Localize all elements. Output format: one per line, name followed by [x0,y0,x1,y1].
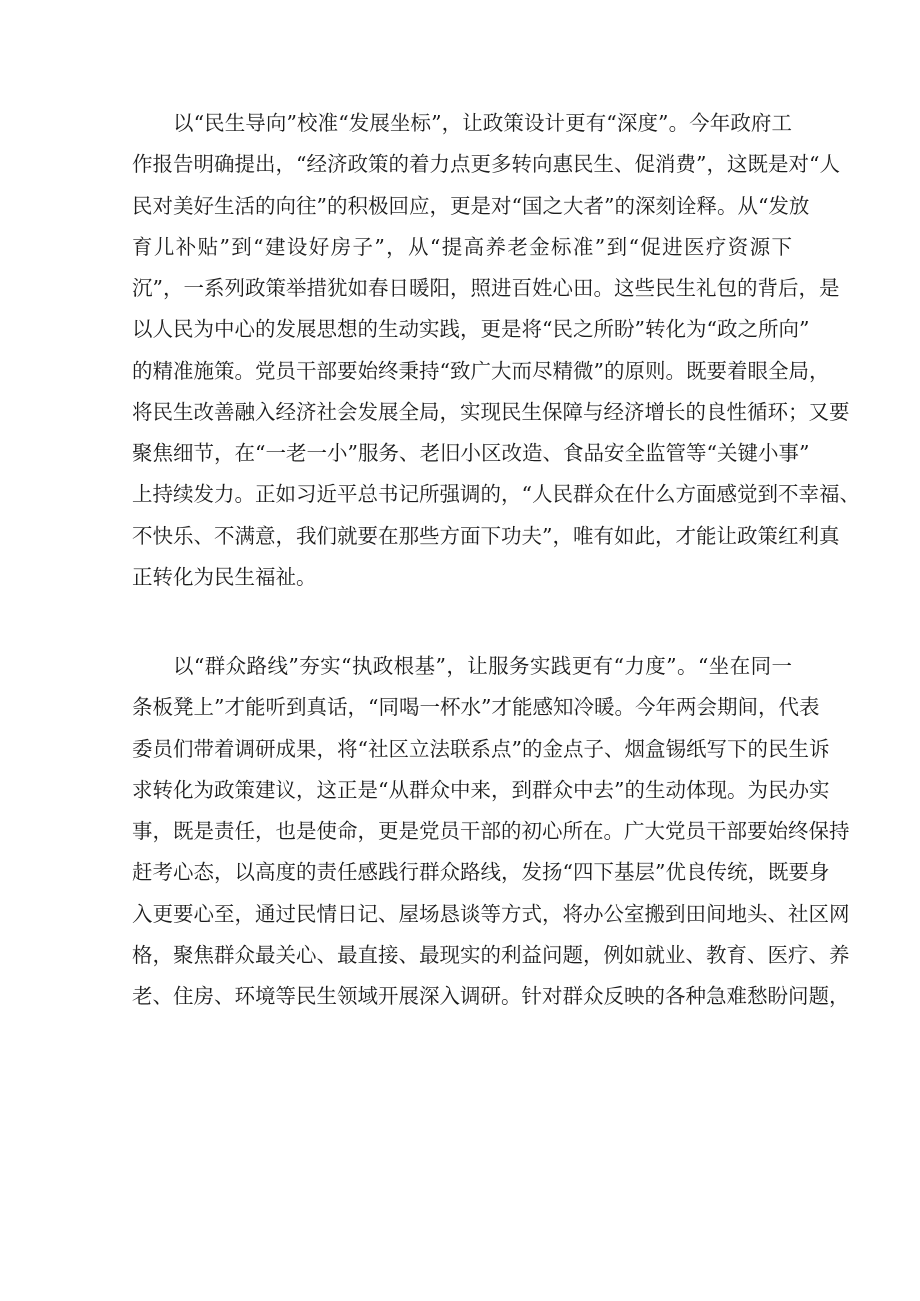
paragraph-line: 以“民生导向”校准“发展坐标”，让政策设计更有“深度”。今年政府工 [173,111,792,135]
paragraph-line: 不快乐、不满意，我们就要在那些方面下功夫”，唯有如此，才能让政策红利真 [132,523,840,548]
paragraph-line: 将民生改善融入经济社会发展全局，实现民生保障与经济增长的良性循环；又要 [132,399,850,424]
document-body [132,103,860,1017]
paragraph-line: 以人民为中心的发展思想的生动实践，更是将“民之所盼”转化为“政之所向” [132,317,810,342]
paragraph-line: 的精准施策。党员干部要始终秉持“致广大而尽精微”的原则。既要着眼全局， [132,358,830,383]
paragraph-line: 正转化为民生福祉。 [132,564,317,589]
paragraph-people-livelihood [132,103,860,598]
paragraph-line: 格，聚焦群众最关心、最直接、最现实的利益问题，例如就业、教育、医疗、养 [132,942,850,967]
paragraph-line: 入更要心至，通过民情日记、屋场恳谈等方式，将办公室搬到田间地头、社区网 [132,901,850,926]
paragraph-line: 作报告明确提出，“经济政策的着力点更多转向惠民生、促消费”，这既是对“人 [132,152,840,177]
paragraph-line: 求转化为政策建议，这正是“从群众中来，到群众中去”的生动体现。为民办实 [132,777,830,802]
paragraph-line: 育儿补贴”到“建设好房子”，从“提高养老金标准”到“促进医疗资源下 [132,234,792,259]
paragraph-mass-line [132,646,850,1017]
paragraph-line: 条板凳上”才能听到真话，“同喝一杯水”才能感知冷暖。今年两会期间，代表 [132,695,820,720]
paragraph-spacer [132,598,792,646]
paragraph-line: 民对美好生活的向往”的积极回应，更是对“国之大者”的深刻诠释。从“发放 [132,193,810,218]
paragraph-line: 上持续发力。正如习近平总书记所强调的，“人民群众在什么方面感觉到不幸福、 [132,482,860,507]
paragraph-line: 赶考心态，以高度的责任感践行群众路线，发扬“四下基层”优良传统，既要身 [132,860,830,885]
paragraph-line: 聚焦细节，在“一老一小”服务、老旧小区改造、食品安全监管等“关键小事” [132,441,810,465]
paragraph-line: 委员们带着调研成果，将“社区立法联系点”的金点子、烟盒锡纸写下的民生诉 [132,736,830,761]
paragraph-line: 沉”，一系列政策举措犹如春日暖阳，照进百姓心田。这些民生礼包的背后，是 [132,276,840,300]
paragraph-line: 事，既是责任，也是使命，更是党员干部的初心所在。广大党员干部要始终保持 [132,819,850,843]
paragraph-line: 老、住房、环境等民生领域开展深入调研。针对群众反映的各种急难愁盼问题， [132,984,850,1008]
paragraph-line: 以“群众路线”夯实“执政根基”，让服务实践更有“力度”。“坐在同一 [173,654,792,678]
